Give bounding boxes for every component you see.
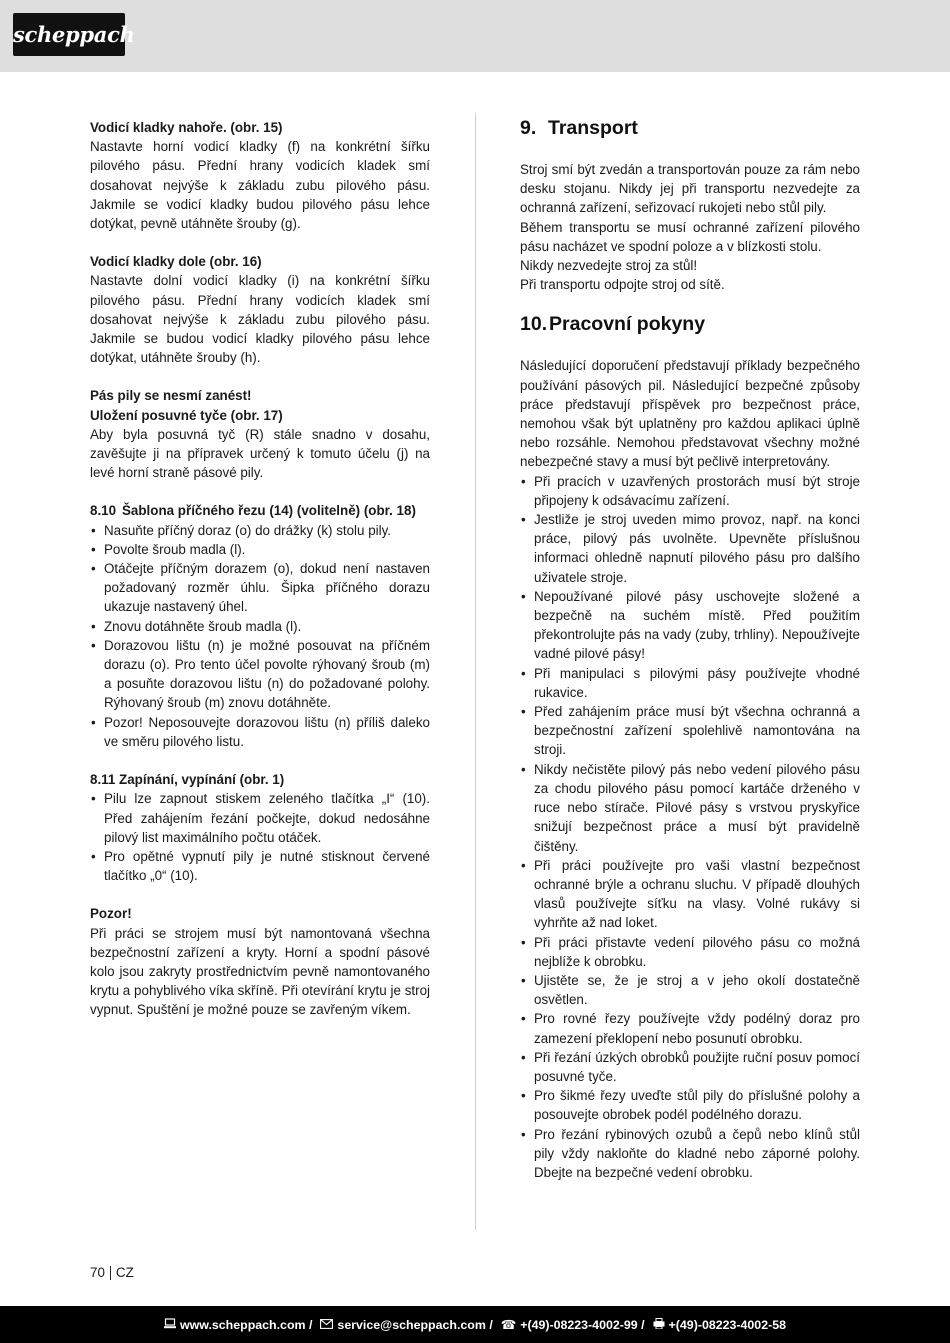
section-heading: 8.11 Zapínání, vypínání (obr. 1)	[90, 772, 285, 788]
header-bar	[0, 0, 950, 72]
list-item: • Povolte šroub madla (l).	[90, 540, 430, 559]
chapter-title: Transport	[548, 117, 638, 139]
list-item: • Pro opětné vypnutí pily je nutné stisknout červené tlačítko „0“ (10).	[90, 847, 430, 885]
paragraph: Nastavte dolní vodicí kladky (i) na konkrétní šířku pilového pásu. Přední hrany vodicích kladek smí dosahovat nejvýše k základu zubu pilového pásu. Jakmile se budou vodicí kladky pilového pásu lehce dotýkat, utáhněte šrouby (h).	[90, 273, 430, 366]
right-column	[520, 118, 860, 1182]
bullet-list	[520, 472, 860, 1183]
list-item: • Ujistěte se, že je stroj a v jeho okolí dostatečně osvětlen.	[520, 971, 860, 1009]
section-heading: Vodicí kladky dole (obr. 16)	[90, 254, 262, 270]
warning-heading: Pozor!	[90, 906, 132, 922]
list-item: • Při řezání úzkých obrobků použijte ruční posuv pomocí posuvné tyče.	[520, 1048, 860, 1086]
paragraph: Aby byla posuvná tyč (R) stále snadno v dosahu, zavěšujte ji na přípravek určený k tomuto účelu (j) na levé horní straně pásové pily.	[90, 426, 430, 481]
phone-number[interactable]: +(49)-08223-4002-99 /	[520, 1317, 645, 1332]
list-item: • Znovu dotáhněte šroub madla (l).	[90, 617, 430, 636]
paragraph: Při transportu odpojte stroj od sítě.	[520, 277, 725, 293]
left-column	[90, 118, 430, 1020]
scheppach-logo[interactable]	[13, 13, 135, 56]
list-item: • Pro šikmé řezy uveďte stůl pily do příslušné polohy a posouvejte obrobek podél podélného dorazu.	[520, 1086, 860, 1124]
page-separator	[110, 1266, 111, 1280]
subsection-heading	[90, 501, 430, 520]
column-divider	[475, 113, 476, 1230]
section-heading: Uložení posuvné tyče (obr. 17)	[90, 407, 283, 423]
bullet-list	[90, 521, 430, 751]
list-item: • Dorazovou lištu (n) je možné posouvat na příčném dorazu (o). Pro tento účel povolte rýhovaný šroub (m) a posuňte dorazovou lištu (n) do požadované polohy. Rýhovaný šroub (m) znovu dotáhněte.	[90, 636, 430, 713]
paragraph: Nikdy nezvedejte stroj za stůl!	[520, 258, 698, 274]
list-item: • Pilu lze zapnout stiskem zeleného tlačítka „I“ (10). Před zahájením řezání počkejte, dokud nedosáhne pilový list maximálního počtu otáček.	[90, 789, 430, 847]
list-item: • Pozor! Neposouvejte dorazovou lištu (n) příliš daleko ve směru pilového listu.	[90, 713, 430, 751]
list-item: • Nikdy nečistěte pilový pás nebo vedení pilového pásu za chodu pilového pásu pomocí kartáče drženého v ruce nebo stírače. Pilové pásy s vrstvou pryskyřice snižují bezpečnost práce a musí být pravidelně čištěny.	[520, 760, 860, 856]
list-item: • Při manipulaci s pilovými pásy používejte vhodné rukavice.	[520, 664, 860, 702]
logo-text: scheppach	[13, 22, 135, 47]
paragraph: Při práci se strojem musí být namontovaná všechna bezpečnostní zařízení a kryty. Horní a spodní pásové kolo jsou zakryty prostřednictvím pevně namontovaného krytu a pohyblivého víka skříně. Při otevírání krytu je stroj vypnut. Spuštění je možné pouze se zavřeným víkem.	[90, 925, 430, 1018]
list-item: • Nepoužívané pilové pásy uschovejte složené a bezpečně na suchém místě. Před použitím překontrolujte pás na vady (zuby, trhliny). Nepoužívejte vadné pilové pásy!	[520, 587, 860, 664]
subsection-title: Šablona příčného řezu (14) (volitelně) (obr. 18)	[122, 503, 416, 519]
chapter-number: 10.	[520, 313, 548, 336]
paragraph: Stroj smí být zvedán a transportován pouze za rám nebo desku stojanu. Nikdy jej při transportu nezvedejte za ochranná zařízení, seřizovací rukojeti nebo stůl pily.	[520, 162, 860, 216]
fax-icon	[653, 1318, 665, 1332]
list-item: • Při pracích v uzavřených prostorách musí být stroje připojeny k odsávacímu zařízení.	[520, 472, 860, 510]
list-item: • Pro řezání rybinových ozubů a čepů nebo klínů stůl pily vždy nakloňte do kladné nebo záporné polohy. Dbejte na bezpečné vedení obrobku.	[520, 1125, 860, 1183]
phone-icon: ☎	[500, 1318, 517, 1332]
paragraph: Během transportu se musí ochranné zařízení pilového pásu nacházet ve spodní poloze a v blízkosti stolu.	[520, 219, 860, 254]
language-code: CZ	[115, 1265, 134, 1280]
computer-icon	[164, 1318, 176, 1332]
chapter-number: 9.	[520, 117, 537, 139]
website-link[interactable]: www.scheppach.com /	[179, 1317, 313, 1332]
chapter-heading-transport	[520, 118, 860, 138]
list-item: • Při práci používejte pro vaši vlastní bezpečnost ochranné brýle a ochranu sluchu. V případě dlouhých vlasů používejte síťku na vlasy. Volné rukávy si vyhrňte až nad loket.	[520, 856, 860, 933]
mail-icon	[320, 1318, 333, 1332]
page-number: 70	[90, 1265, 105, 1280]
list-item: • Jestliže je stroj uveden mimo provoz, např. na konci práce, pilový pás uvolněte. Upevněte příslušnou informaci ohledně napnutí pilového pásu pro dalšího uživatele stroje.	[520, 510, 860, 587]
list-item: • Při práci přistavte vedení pilového pásu co možná nejblíže k obrobku.	[520, 933, 860, 971]
chapter-title: Pracovní pokyny	[549, 313, 706, 336]
contact-footer	[0, 1306, 950, 1343]
chapter-heading-work-instructions	[520, 314, 860, 334]
page-footer	[90, 1265, 134, 1280]
paragraph: Nastavte horní vodicí kladky (f) na konkrétní šířku pilového pásu. Přední hrany vodicích kladek smí dosahovat nejvýše k základu zubu pilového pásu. Jakmile se vodicí kladky budou pilového pásu lehce dotýkat, pevně utáhněte šrouby (g).	[90, 139, 430, 232]
fax-number: +(49)-08223-4002-58	[668, 1317, 786, 1332]
list-item: • Pro rovné řezy používejte vždy podélný doraz pro zamezení překlopení nebo posunutí obrobku.	[520, 1009, 860, 1047]
list-item: • Nasuňte příčný doraz (o) do drážky (k) stolu pily.	[90, 521, 430, 540]
list-item: • Před zahájením práce musí být všechna ochranná a bezpečnostní zařízení spolehlivě namontována na stroji.	[520, 702, 860, 760]
list-item: • Otáčejte příčným dorazem (o), dokud není nastaven požadovaný rozměr úhlu. Šipka příčného dorazu ukazuje nastavený úhel.	[90, 559, 430, 617]
warning-heading: Pás pily se nesmí zanést!	[90, 388, 252, 404]
bullet-list	[90, 789, 430, 885]
subsection-number: 8.10	[90, 503, 117, 519]
email-link[interactable]: service@scheppach.com /	[337, 1317, 493, 1332]
section-heading: Vodicí kladky nahoře. (obr. 15)	[90, 120, 283, 135]
paragraph: Následující doporučení představují příklady bezpečného používání pásových pil. Následující bezpečné způsoby práce představují příspěvek pro bezpečnost práce, nemohou však být uplatněny pro každou aplikaci úplně nebo rozsáhle. Nemohou představovat všechny možné nebezpečné stavy a musí být pečlivě interpretovány.	[520, 358, 860, 470]
